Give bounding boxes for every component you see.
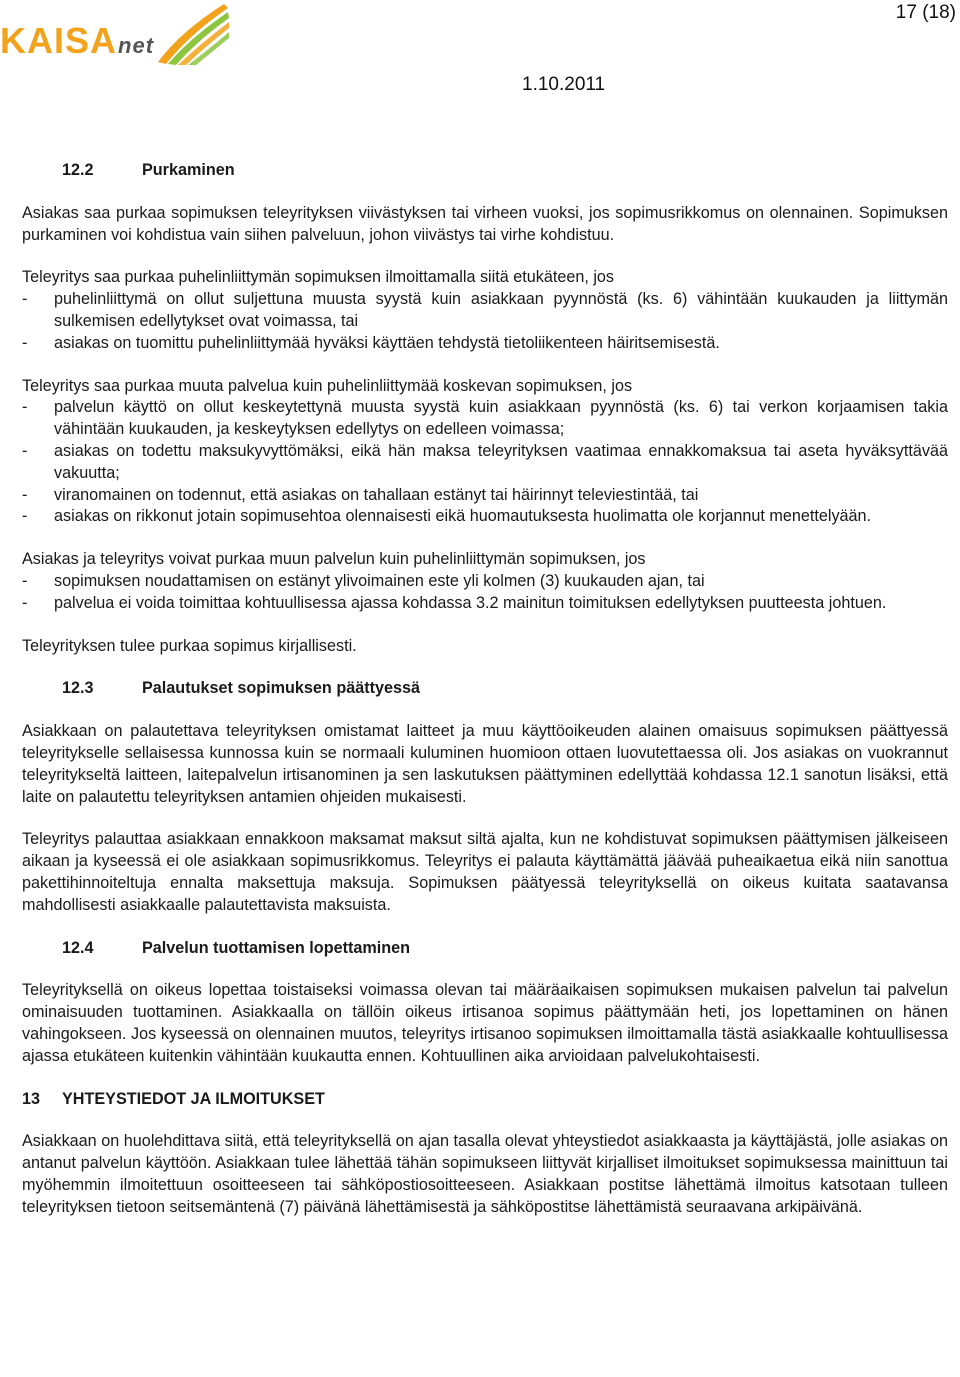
list-item: - palvelua ei voida toimittaa kohtuullisessa ajassa kohdassa 3.2 mainitun toimituksen edellytyksen puutteesta johtuen. — [22, 593, 887, 612]
paragraph: Asiakas saa purkaa sopimuksen teleyrityksen viivästyksen tai virheen vuoksi, jos sopimusrikkomus on olennainen. Sopimuksen purkaminen voi kohdistua vain siihen palveluun, johon viivästys tai virhe kohdistuu. — [22, 203, 948, 244]
logo-wordmark — [0, 20, 154, 62]
logo-stripes-icon — [150, 2, 230, 66]
section-number: 12.4 — [62, 938, 94, 957]
section-title: Palautukset sopimuksen päättyessä — [142, 679, 421, 698]
list-item: - viranomainen on todennut, että asiakas on tahallaan estänyt tai häirinnyt televiestintää, tai — [22, 485, 699, 504]
paragraph: Asiakas ja teleyritys voivat purkaa muun palvelun kuin puhelinliittymän sopimuksen, jos — [22, 550, 646, 569]
paragraph: Teleyritys saa purkaa puhelinliittymän sopimuksen ilmoittamalla siitä etukäteen, jos — [22, 268, 615, 287]
list-item: - puhelinliittymä on ollut suljettuna muusta syystä kuin asiakkaan pyynnöstä (ks. 6) vähintään kuukauden ja liittymän sulkemisen edellytykset ovat voimassa, tai — [22, 290, 948, 330]
paragraph: Teleyritys palauttaa asiakkaan ennakkoon maksamat maksut siltä ajalta, kun ne kohdistuvat sopimuksen päättymisen jälkeiseen aikaan ja kyseessä ei ole asiakkaan sopimusrikkomus. Teleyritys ei palauta käyttämättä jäävää puheaikaetua eikä niin sanottua pakettihinnoiteltuja ennalta maksettuja maksuja. Sopimuksen päätyessä teleyrityksellä on oikeus kuitata saatavansa mahdollisesti asiakkaalle palautettavista maksuista. — [22, 830, 948, 914]
section-heading-12-4 — [22, 938, 948, 960]
section-heading-12-3 — [22, 678, 948, 700]
kaisanet-logo — [0, 2, 230, 68]
document-date: 1.10.2011 — [522, 74, 606, 95]
list-item: - asiakas on rikkonut jotain sopimusehtoa olennaisesti eikä huomautuksesta huolimatta ole korjannut menettelyään. — [22, 507, 872, 526]
section-number: 12.2 — [62, 161, 94, 179]
list-item: - asiakas on tuomittu puhelinliittymää hyväksi käyttäen tehdystä tietoliikenteen häiritsemisestä. — [22, 333, 720, 352]
paragraph: Asiakkaan on palautettava teleyrityksen omistamat laitteet ja muu käyttöoikeuden alainen omaisuus sopimuksen päättyessä teleyritykselle sellaisessa kunnossa kuin se normaali kuluminen huomioon ottaen luovutettaessa oli. Jos asiakas on vuokrannut teleyritykseltä laitteen, laitepalvelun irtisanominen ja sen laskutuksen päättyminen edellyttää kohdassa 12.1 sanotun lisäksi, että laite on palautettu teleyrityksen antamien ohjeiden mukaisesti. — [22, 722, 948, 806]
list-item: - sopimuksen noudattamisen on estänyt ylivoimainen este yli kolmen (3) kuukauden ajan, tai — [22, 571, 705, 590]
section-number: 13 — [22, 1089, 41, 1108]
logo-suffix-text: net — [118, 33, 155, 58]
list-item: - palvelun käyttö on ollut keskeytettynä muusta syystä kuin asiakkaan pyynnöstä (ks. 6) tai verkon korjaamisen takia vähintään kuukauden, ja keskeytyksen edellytys on edelleen voimassa; — [22, 398, 948, 439]
section-title: Palvelun tuottamisen lopettaminen — [142, 938, 411, 957]
paragraph: Teleyrityksen tulee purkaa sopimus kirjallisesti. — [22, 636, 357, 655]
paragraph: Teleyrityksellä on oikeus lopettaa toistaiseksi voimassa olevan tai määräaikaisen sopimuksen mukaisen palvelun tai palvelun ominaisuuden tuottaminen. Asiakkaalla on tällöin oikeus irtisanoa sopimus päättymään heti, jos lopettaminen on hänen vahingokseen. Jos kyseessä on olennainen muutos, teleyritys irtisanoo sopimuksen ilmoittamalla tästä asiakkaalle kohtuullisessa ajassa etukäteen kuitenkin vähintään kuukautta ennen. Kohtuullinen aika arvioidaan palvelukohtaisesti. — [22, 981, 948, 1065]
section-heading-12-2 — [22, 160, 948, 182]
list-item: - asiakas on todettu maksukyvyttömäksi, eikä hän maksa teleyrityksen vaatimaa ennakkomaksua tai aseta hyväksyttävää vakuutta; — [22, 441, 948, 482]
paragraph: Teleyritys saa purkaa muuta palvelua kuin puhelinliittymää koskevan sopimuksen, jos — [22, 376, 633, 395]
page-number: 17 (18) — [895, 2, 956, 23]
paragraph: Asiakkaan on huolehdittava siitä, että teleyrityksellä on ajan tasalla olevat yhteystiedot asiakkaasta ja käyttäjästä, jolle asiakas on antanut palvelun käyttöön. Asiakkaan tulee lähettää tähän sopimukseen liittyvät kirjalliset ilmoitukset sopimuksessa mainittuun tai myöhemmin ilmoitettuun osoitteeseen tai sähköpostiosoitteeseen. Asiakkaan postitse lähettämä ilmoitus katsotaan tulleen teleyrityksen tietoon seitsemäntenä (7) päivänä lähettämisestä ja sähköpostitse lähettämistä seuraavana arkipäivänä. — [22, 1132, 948, 1216]
section-number: 12.3 — [62, 679, 94, 698]
page-header — [0, 0, 960, 110]
section-title: Purkaminen — [142, 161, 235, 179]
logo-main-text: KAISA — [0, 20, 118, 61]
document-body — [22, 160, 948, 1218]
section-heading-13 — [22, 1089, 948, 1111]
section-title: YHTEYSTIEDOT JA ILMOITUKSET — [62, 1089, 325, 1108]
